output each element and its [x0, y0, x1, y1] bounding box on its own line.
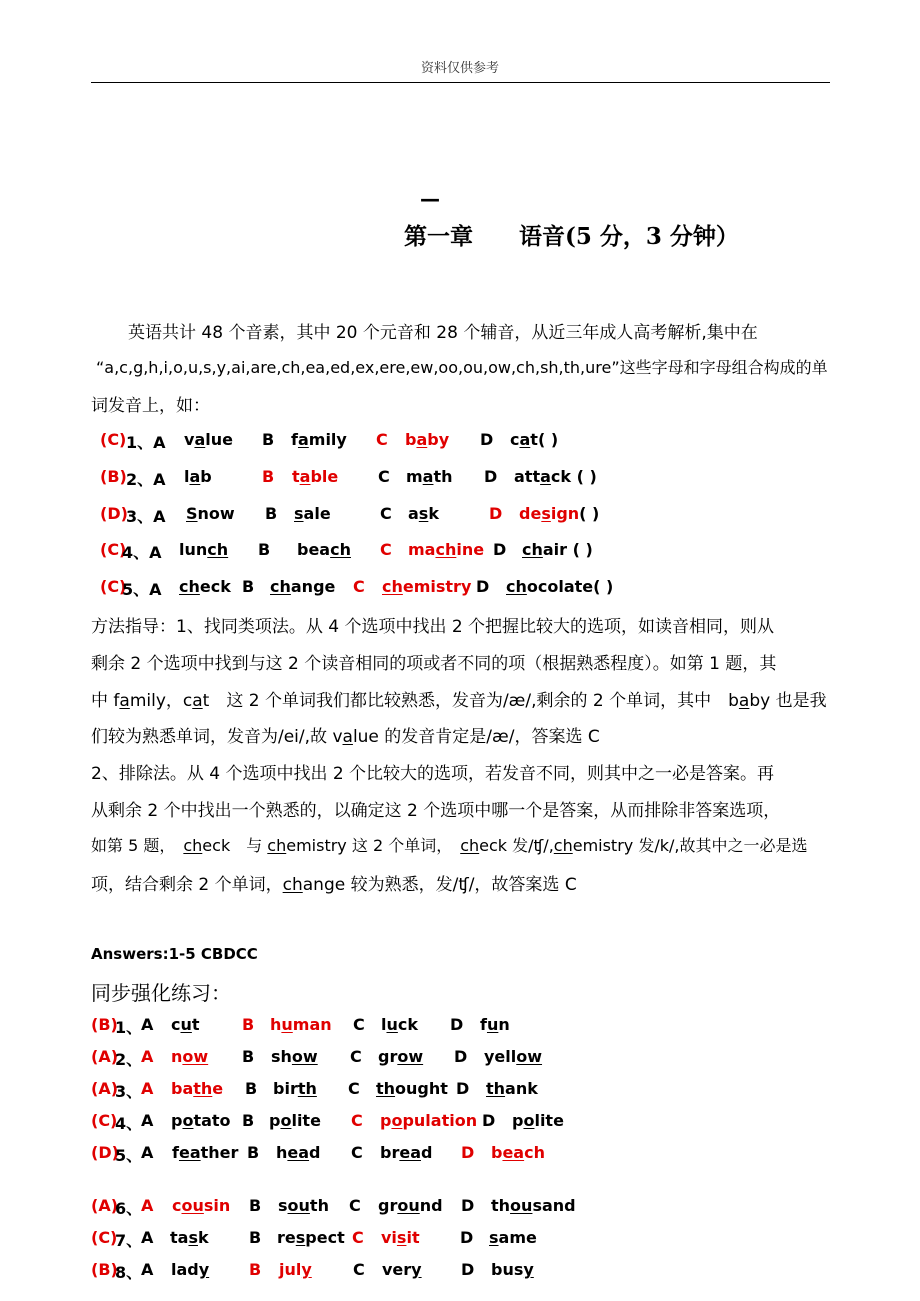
option-d-label: D	[450, 1015, 464, 1034]
option-d-label: D	[484, 467, 498, 486]
method-line-8: 项，结合剩余 2 个单词，change 较为熟悉，发/ʧ/，故答案选 C	[91, 875, 577, 895]
option-c-label: C	[376, 430, 388, 449]
option-b-label: B	[249, 1260, 262, 1279]
practice-row	[0, 1196, 900, 1220]
option-d: cat( )	[510, 430, 559, 449]
option-b-label: B	[247, 1143, 260, 1162]
option-b-label: B	[249, 1196, 262, 1215]
option-b: july	[279, 1260, 312, 1279]
option-c: ground	[378, 1196, 443, 1215]
option-b-label: B	[242, 1111, 255, 1130]
answer-mark: (B)	[91, 1260, 118, 1279]
option-d-label: D	[480, 430, 494, 449]
answer-mark: (B)	[100, 467, 127, 486]
example-row	[0, 577, 900, 601]
question-number: 3、	[115, 1082, 143, 1101]
option-a: feather	[172, 1143, 239, 1162]
option-b-label: B	[265, 504, 278, 523]
practice-row	[0, 1228, 900, 1252]
option-c-label: C	[378, 467, 390, 486]
option-d: chocolate( )	[506, 577, 614, 596]
option-c: chemistry	[382, 577, 472, 596]
option-c: visit	[381, 1228, 420, 1247]
option-c-label: C	[351, 1111, 363, 1130]
option-d: fun	[480, 1015, 510, 1034]
option-d-label: D	[461, 1196, 475, 1215]
option-c: math	[406, 467, 453, 486]
method-line-4: 们较为熟悉单词，发音为/ei/,故 value 的发音肯定是/æ/，答案选 C	[91, 727, 600, 747]
option-b: beach	[297, 540, 351, 559]
option-d-label: D	[476, 577, 490, 596]
question-number: 2、	[115, 1050, 143, 1069]
option-a-label: A	[141, 1111, 154, 1130]
method-line-1: 方法指导：1、找同类项法。从 4 个选项中找出 2 个把握比较大的选项，如读音相同，则从	[91, 617, 775, 637]
option-d: chair ( )	[522, 540, 593, 559]
method-line-2: 剩余 2 个选项中找到与这 2 个读音相同的项或者不同的项（根据熟悉程度）。如第 1 题，其	[91, 654, 777, 674]
option-a: lunch	[179, 540, 229, 559]
option-d-label: D	[461, 1143, 475, 1162]
option-c: grow	[378, 1047, 424, 1066]
option-b-label: B	[245, 1079, 258, 1098]
option-c-label: C	[350, 1047, 362, 1066]
option-b-label: B	[262, 467, 275, 486]
option-c-label: C	[353, 1260, 365, 1279]
intro-line-2: “a,c,g,h,i,o,u,s,y,ai,are,ch,ea,ed,ex,ere,ew,oo,ou,ow,ch,sh,th,ure”这些字母和字母组合构成的单	[96, 358, 828, 377]
question-number: 2、A	[126, 470, 166, 489]
option-c-label: C	[349, 1196, 361, 1215]
practice-title: 同步强化练习：	[91, 981, 231, 1005]
question-number: 8、	[115, 1263, 143, 1282]
option-c-label: C	[353, 577, 365, 596]
option-d: attack ( )	[514, 467, 597, 486]
method-line-6: 从剩余 2 个中找出一个熟悉的，以确定这 2 个选项中哪一个是答案，从而排除非答案选项，	[91, 801, 781, 821]
option-b: sale	[294, 504, 331, 523]
header-rule	[91, 82, 830, 83]
option-d: thousand	[491, 1196, 576, 1215]
option-d: busy	[491, 1260, 534, 1279]
option-a: check	[179, 577, 231, 596]
option-a: value	[184, 430, 233, 449]
question-number: 4、	[115, 1114, 143, 1133]
option-b-label: B	[249, 1228, 262, 1247]
chapter-title: 第一章 语音(5 分，3 分钟）	[404, 223, 739, 250]
option-a: lady	[171, 1260, 210, 1279]
option-d-label: D	[489, 504, 503, 523]
answers-line: Answers:1-5 CBDCC	[91, 945, 258, 963]
option-a: potato	[171, 1111, 231, 1130]
option-a: lab	[184, 467, 212, 486]
practice-row	[0, 1047, 900, 1071]
option-b: polite	[269, 1111, 321, 1130]
answer-mark: (A)	[91, 1047, 119, 1066]
option-a: cut	[171, 1015, 200, 1034]
answer-mark: (B)	[91, 1015, 118, 1034]
option-c: population	[380, 1111, 478, 1130]
option-d-label: D	[454, 1047, 468, 1066]
question-number: 6、	[115, 1199, 143, 1218]
question-number: 1、A	[126, 433, 166, 452]
option-a: Snow	[186, 504, 235, 523]
option-b: table	[292, 467, 339, 486]
option-c-label: C	[380, 540, 392, 559]
page-header: 资料仅供参考	[420, 61, 499, 76]
option-b-label: B	[258, 540, 271, 559]
answer-mark: (C)	[100, 540, 127, 559]
question-number: 3、A	[126, 507, 166, 526]
answer-mark: (C)	[91, 1228, 118, 1247]
option-a-label: A	[141, 1047, 154, 1066]
answer-mark: (C)	[91, 1111, 118, 1130]
example-row	[0, 430, 900, 454]
option-a-label: A	[141, 1260, 154, 1279]
option-a-label: A	[141, 1196, 154, 1215]
option-a: bathe	[171, 1079, 224, 1098]
practice-row	[0, 1260, 900, 1284]
practice-row	[0, 1079, 900, 1103]
question-number: 1、	[115, 1018, 143, 1037]
method-line-3: 中 family，cat 这 2 个单词我们都比较熟悉，发音为/æ/,剩余的 2 个单词，其中 baby 也是我	[91, 691, 827, 711]
option-b: head	[276, 1143, 321, 1162]
option-d: thank	[486, 1079, 538, 1098]
option-a-label: A	[141, 1079, 154, 1098]
option-b: human	[270, 1015, 332, 1034]
option-b: birth	[273, 1079, 317, 1098]
option-c: machine	[408, 540, 485, 559]
option-c: very	[382, 1260, 422, 1279]
option-a-label: A	[141, 1143, 154, 1162]
option-d-label: D	[482, 1111, 496, 1130]
method-line-7: 如第 5 题， check 与 chemistry 这 2 个单词， check 发/ʧ/,chemistry 发/k/,故其中之一必是选	[91, 836, 808, 855]
practice-row	[0, 1111, 900, 1135]
practice-row	[0, 1015, 900, 1039]
question-number: 5、A	[122, 580, 162, 599]
option-b-label: B	[242, 1047, 255, 1066]
option-d-label: D	[461, 1260, 475, 1279]
method-line-5: 2、排除法。从 4 个选项中找出 2 个比较大的选项，若发音不同，则其中之一必是答案。再	[91, 764, 775, 784]
practice-row	[0, 1143, 900, 1167]
answer-mark: (C)	[100, 577, 127, 596]
option-b: south	[278, 1196, 329, 1215]
answer-mark: (C)	[100, 430, 127, 449]
option-a: cousin	[172, 1196, 231, 1215]
option-d: same	[489, 1228, 537, 1247]
option-d-label: D	[493, 540, 507, 559]
option-d: polite	[512, 1111, 564, 1130]
option-c: thought	[376, 1079, 448, 1098]
question-number: 4、A	[122, 543, 162, 562]
option-c-label: C	[351, 1143, 363, 1162]
example-row	[0, 504, 900, 528]
answer-mark: (D)	[91, 1143, 119, 1162]
chapter-dash: —	[420, 187, 440, 211]
example-row	[0, 467, 900, 491]
option-a-label: A	[141, 1228, 154, 1247]
option-d: yellow	[484, 1047, 543, 1066]
option-a: now	[171, 1047, 209, 1066]
intro-line-1: 英语共计 48 个音素，其中 20 个元音和 28 个辅音，从近三年成人高考解析,集中在	[128, 323, 758, 343]
question-number: 7、	[115, 1231, 143, 1250]
option-c: baby	[405, 430, 450, 449]
answer-mark: (D)	[100, 504, 128, 523]
option-a: task	[170, 1228, 209, 1247]
option-b: family	[291, 430, 347, 449]
option-d-label: D	[456, 1079, 470, 1098]
question-number: 5、	[115, 1146, 143, 1165]
option-d: beach	[491, 1143, 545, 1162]
option-c-label: C	[380, 504, 392, 523]
answer-mark: (A)	[91, 1079, 119, 1098]
option-c-label: C	[348, 1079, 360, 1098]
option-d: design( )	[519, 504, 600, 523]
option-b-label: B	[262, 430, 275, 449]
option-c-label: C	[353, 1015, 365, 1034]
intro-line-3: 词发音上，如：	[91, 396, 210, 416]
option-b: respect	[277, 1228, 345, 1247]
option-c: ask	[408, 504, 439, 523]
option-c-label: C	[352, 1228, 364, 1247]
option-b: show	[271, 1047, 318, 1066]
answer-mark: (A)	[91, 1196, 119, 1215]
option-c: bread	[380, 1143, 433, 1162]
example-row	[0, 540, 900, 564]
option-b-label: B	[242, 577, 255, 596]
option-b-label: B	[242, 1015, 255, 1034]
option-d-label: D	[460, 1228, 474, 1247]
option-a-label: A	[141, 1015, 154, 1034]
option-b: change	[270, 577, 336, 596]
option-c: luck	[381, 1015, 418, 1034]
